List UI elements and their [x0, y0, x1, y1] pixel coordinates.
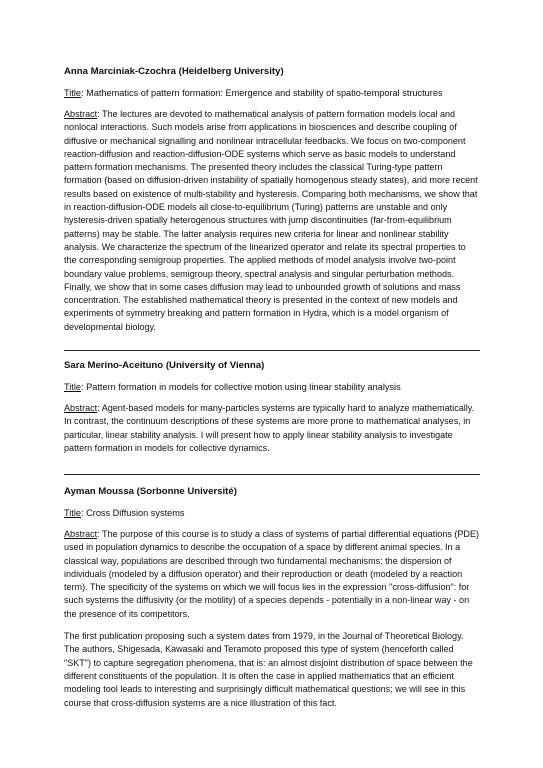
- abstract: [64, 528, 480, 621]
- abstract-paragraph-2: The first publication proposing such a system dates from 1979, in the Journal of Theoretical Biology. The authors, Shigesada, Kawasaki and Teramoto proposed this type of system (henceforth called "SKT") to capture segregation phenomena, that is: an almost disjoint distribution of space between the different constituents of the population. It is often the case in applied mathematics that an efficient modeling tool leads to interesting and surprisingly difficult mathematical questions; we will see in this course that cross-diffusion systems are a nice illustration of this fact.: [64, 631, 473, 708]
- abstract-label: Abstract: [64, 109, 98, 119]
- abstract-label: Abstract: [64, 529, 98, 539]
- title-label: Title: [64, 88, 82, 98]
- section-divider: [64, 350, 480, 351]
- title-text: : Cross Diffusion systems: [81, 508, 185, 518]
- title-label: Title: [64, 382, 82, 392]
- speaker-name: Ayman Moussa (Sorbonne Université): [64, 486, 237, 497]
- title-text: : Pattern formation in models for collective motion using linear stability analysis: [81, 382, 401, 392]
- lecture-title: [64, 381, 480, 393]
- speaker-name: Sara Merino-Aceituno (University of Vienna): [64, 360, 265, 371]
- lecture-title: [64, 87, 480, 99]
- section-divider: [64, 474, 480, 475]
- lecture-section-2: [64, 360, 480, 455]
- abstract-text: : Agent-based models for many-particles systems are typically hard to analyze mathematically. In contrast, the continuum descriptions of these systems are more prone to mathematical analyses, in particular, linear stability analysis. I will present how to apply linear stability analysis to investigate pattern formation in models for collective dynamics.: [64, 403, 475, 453]
- abstract-text: : The purpose of this course is to study a class of systems of partial differential equations (PDE) used in population dynamics to describe the occupation of a space by different animal species. In a classical way, populations are described through two fundamental mechanisms: the dispersion of individuals (modeled by a diffusion operator) and their reproduction or death (modeled by a reaction term). The specificity of the systems on which we will focus lies in the expression "cross-diffusion": for such systems the diffusivity (or the motility) of a species depends - potentially in a non-linear way - on the presence of its competitors.: [64, 529, 480, 619]
- lecture-section-1: [64, 66, 480, 334]
- abstract-label: Abstract: [64, 403, 98, 413]
- abstract: [64, 108, 480, 334]
- lecture-title: [64, 507, 480, 519]
- title-text: : Mathematics of pattern formation: Emergence and stability of spatio-temporal structures: [81, 88, 443, 98]
- abstract-text: : The lectures are devoted to mathematical analysis of pattern formation models local and nonlocal interactions. Such models arise from applications in biosciences and describe coupling of diffusive or mechanical signalling and nonlinear intracellular feedbacks. We focus on two-component reaction-diffusion and reaction-diffusion-ODE systems which serve as basic models to understand pattern formation mechanisms. The presented theory includes the classical Turing-type pattern formation (based on diffusion-driven instability of spatially homogenous steady states), and more recent results based on existence of multi-stability and hysteresis. Comparing both mechanisms, we show that in reaction-diffusion-ODE models all close-to-equilibrium (Turing) patterns are unstable and only hysteresis-driven spatially heterogenous structures with jump discontinuities (far-from-equilibrium patterns) may be stable. The latter analysis requires new criteria for linear and nonlinear stability analysis. We characterize the spectrum of the linearized operator and relate its spectral properties to the corresponding semigroup properties. The applied methods of model analysis involve two-point boundary value problems, semigroup theory, spectral analysis and singular perturbation methods. Finally, we show that in some cases diffusion may lead to unbounded growth of solutions and mass concentration. The established mathematical theory is presented in the context of new models and experiments of symmetry breaking and pattern formation in Hydra, which is a model organism of developmental biology.: [64, 109, 478, 332]
- lecture-section-3: [64, 486, 480, 710]
- abstract: [64, 402, 480, 455]
- title-label: Title: [64, 508, 82, 518]
- speaker-name: Anna Marciniak-Czochra (Heidelberg University): [64, 66, 284, 77]
